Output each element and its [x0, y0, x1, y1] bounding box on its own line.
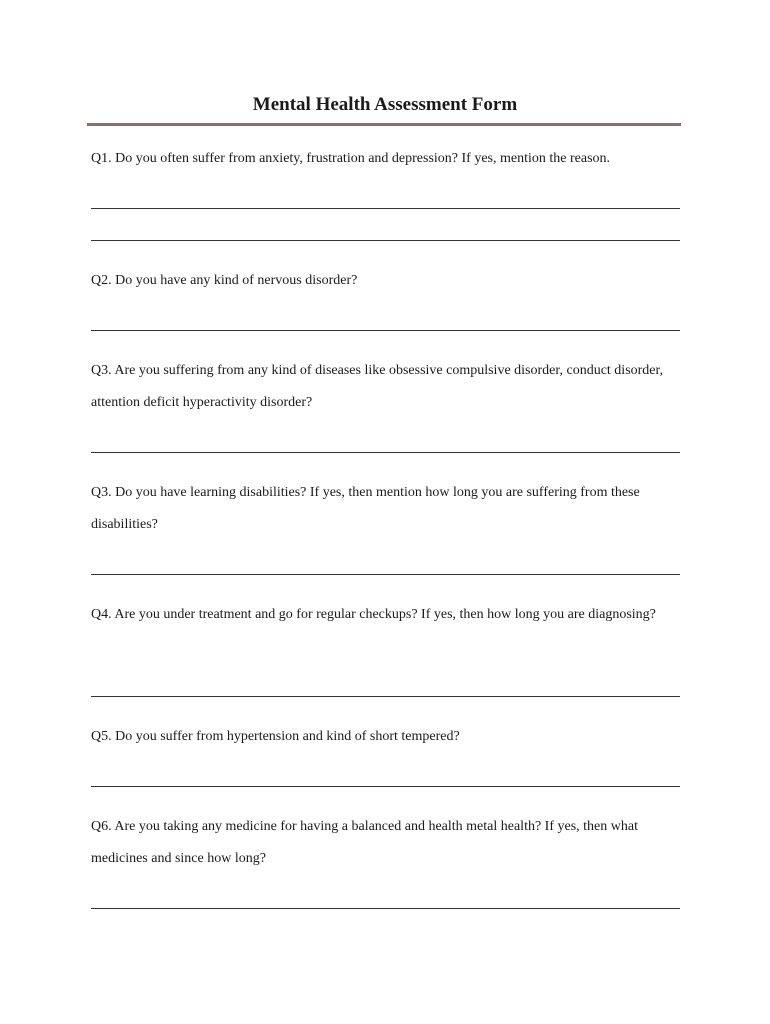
question-3-diseases: Q3. Are you suffering from any kind of diseases like obsessive compulsive disorder, conduct disorder, attention deficit hyperactivity disorder? [91, 363, 664, 410]
answer-line[interactable] [91, 240, 680, 241]
question-3-learning-disabilities: Q3. Do you have learning disabilities? If yes, then mention how long you are suffering from these disabilities? [91, 485, 640, 532]
answer-line[interactable] [91, 908, 680, 909]
answer-line[interactable] [91, 574, 680, 575]
page-title: Mental Health Assessment Form [252, 94, 518, 115]
question-4: Q4. Are you under treatment and go for regular checkups? If yes, then how long you are diagnosing? [91, 607, 656, 622]
question-2: Q2. Do you have any kind of nervous disorder? [91, 273, 358, 288]
answer-line[interactable] [91, 452, 680, 453]
question-6: Q6. Are you taking any medicine for having a balanced and health metal health? If yes, then what medicines and since how long? [91, 819, 638, 866]
answer-line[interactable] [91, 786, 680, 787]
question-5: Q5. Do you suffer from hypertension and kind of short tempered? [91, 729, 460, 744]
answer-line[interactable] [91, 696, 680, 697]
question-1: Q1. Do you often suffer from anxiety, frustration and depression? If yes, mention the reason. [91, 151, 611, 166]
answer-line[interactable] [91, 208, 680, 209]
answer-line[interactable] [91, 330, 680, 331]
title-divider [87, 123, 681, 126]
